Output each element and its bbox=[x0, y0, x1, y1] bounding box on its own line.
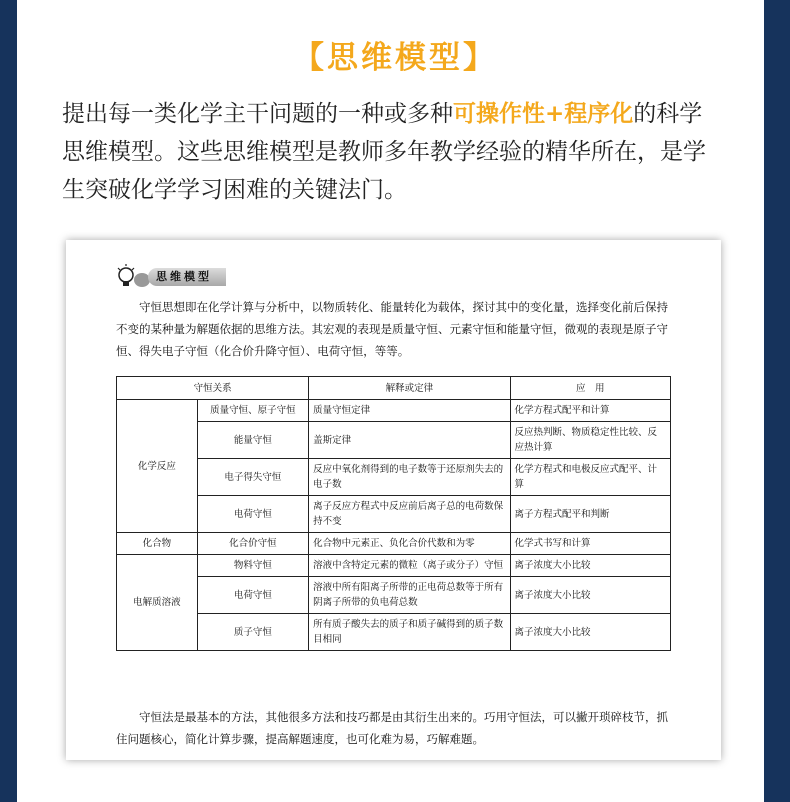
page-heading bbox=[116, 260, 256, 290]
bulb-icon bbox=[116, 262, 152, 292]
table-row bbox=[117, 577, 671, 614]
intro-line1-b: 的科学 bbox=[633, 101, 703, 127]
category-cell: 电解质溶液 bbox=[117, 555, 198, 651]
table-row bbox=[117, 496, 671, 533]
sub-cell: 电荷守恒 bbox=[197, 577, 308, 614]
right-border bbox=[764, 0, 790, 802]
sub-cell: 电子得失守恒 bbox=[197, 459, 308, 496]
book-page-image bbox=[66, 240, 721, 760]
application-cell: 反应热判断、物质稳定性比较、反应热计算 bbox=[510, 422, 671, 459]
explanation-cell: 反应中氧化剂得到的电子数等于还原剂失去的电子数 bbox=[309, 459, 510, 496]
explanation-cell: 溶液中所有阳离子所带的正电荷总数等于所有阴离子所带的负电荷总数 bbox=[309, 577, 510, 614]
conservation-table bbox=[116, 376, 671, 651]
category-cell: 化学反应 bbox=[117, 400, 198, 533]
application-cell: 化学方程式和电极反应式配平、计算 bbox=[510, 459, 671, 496]
explanation-cell: 盖斯定律 bbox=[309, 422, 510, 459]
intro-line2: 思维模型。这些思维模型是教师多年教学经验的精华所在，是学 bbox=[62, 139, 706, 165]
application-cell: 离子方程式配平和判断 bbox=[510, 496, 671, 533]
explanation-cell: 离子反应方程式中反应前后离子总的电荷数保持不变 bbox=[309, 496, 510, 533]
sub-cell: 质量守恒、原子守恒 bbox=[197, 400, 308, 422]
explanation-cell: 化合物中元素正、负化合价代数和为零 bbox=[309, 533, 510, 555]
application-cell: 化学方程式配平和计算 bbox=[510, 400, 671, 422]
application-cell: 离子浓度大小比较 bbox=[510, 614, 671, 651]
table-row bbox=[117, 459, 671, 496]
sub-cell: 物料守恒 bbox=[197, 555, 308, 577]
header-explanation: 解释或定律 bbox=[309, 377, 510, 400]
intro-text bbox=[62, 95, 742, 209]
page-paragraph-1: 守恒思想即在化学计算与分析中，以物质转化、能量转化为载体，探讨其中的变化量，选择变化前后保持不变的某种量为解题依据的思维方法。其宏观的表现是质量守恒、元素守恒和能量守恒，微观的表现是原子守恒、得失电子守恒（化合价升降守恒）、电荷守恒，等等。 bbox=[116, 300, 668, 358]
table-row bbox=[117, 422, 671, 459]
application-cell: 化学式书写和计算 bbox=[510, 533, 671, 555]
application-cell: 离子浓度大小比较 bbox=[510, 555, 671, 577]
application-cell: 离子浓度大小比较 bbox=[510, 577, 671, 614]
explanation-cell: 质量守恒定律 bbox=[309, 400, 510, 422]
table-row bbox=[117, 400, 671, 422]
section-title: 【思维模型】 bbox=[293, 40, 497, 76]
page-heading-label: 思维模型 bbox=[148, 268, 226, 286]
explanation-cell: 溶液中含特定元素的微粒（离子或分子）守恒 bbox=[309, 555, 510, 577]
page-paragraph-2: 守恒法是最基本的方法，其他很多方法和技巧都是由其衍生出来的。巧用守恒法，可以撇开琐碎枝节，抓住问题核心，简化计算步骤，提高解题速度，也可化难为易，巧解难题。 bbox=[116, 710, 668, 746]
sub-cell: 质子守恒 bbox=[197, 614, 308, 651]
table-row bbox=[117, 555, 671, 577]
header-application: 应 用 bbox=[510, 377, 671, 400]
header-relation: 守恒关系 bbox=[117, 377, 309, 400]
intro-line3: 生突破化学学习困难的关键法门。 bbox=[62, 177, 407, 203]
table-header-row bbox=[117, 377, 671, 400]
sub-cell: 电荷守恒 bbox=[197, 496, 308, 533]
intro-highlight: 可操作性+程序化 bbox=[453, 101, 634, 127]
sub-cell: 化合价守恒 bbox=[197, 533, 308, 555]
sub-cell: 能量守恒 bbox=[197, 422, 308, 459]
left-border bbox=[0, 0, 17, 802]
table-row bbox=[117, 533, 671, 555]
explanation-cell: 所有质子酸失去的质子和质子碱得到的质子数目相同 bbox=[309, 614, 510, 651]
intro-line1-a: 提出每一类化学主干问题的一种或多种 bbox=[62, 101, 453, 127]
table-row bbox=[117, 614, 671, 651]
category-cell: 化合物 bbox=[117, 533, 198, 555]
